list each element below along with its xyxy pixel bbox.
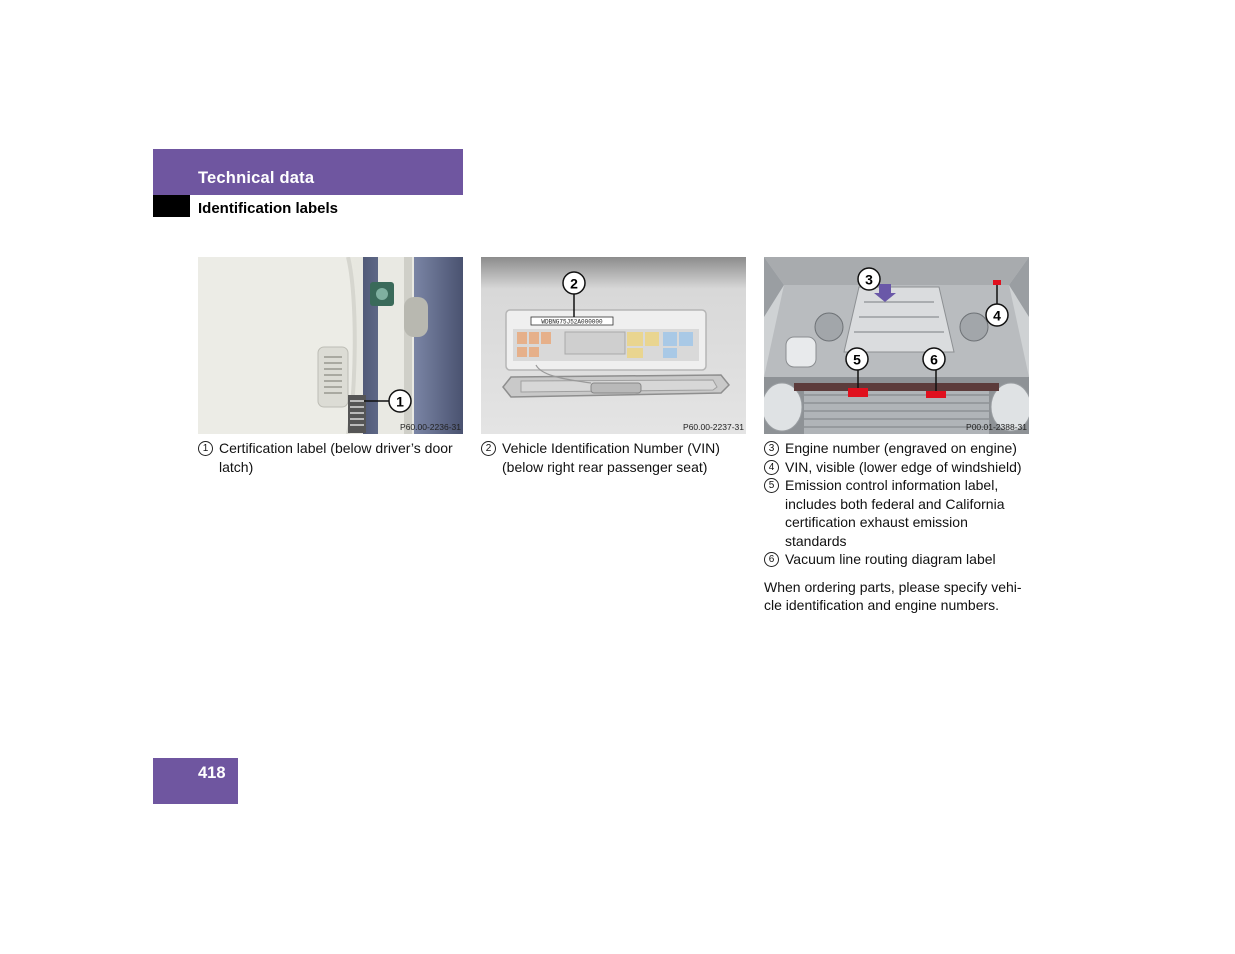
column-3	[764, 439, 1032, 615]
image-code: P60.00-2236-31	[400, 422, 461, 432]
figure-vin-rear-seat	[481, 257, 746, 434]
list-item	[764, 458, 1032, 477]
vin-plate-text: WDBNG75J52A000000	[541, 318, 603, 326]
figure-door-latch	[198, 257, 463, 434]
item-number: 3	[764, 441, 779, 456]
callout-6-label: 6	[930, 351, 938, 368]
callout-1-label: 1	[396, 393, 404, 410]
page-number: 418	[198, 764, 226, 782]
item-text: Engine number (engraved on engine)	[785, 440, 1017, 456]
item-text: Certification label (below driver’s door latch)	[219, 440, 453, 475]
callout-2-label: 2	[570, 275, 578, 292]
item-text: Vehicle Identification Number (VIN) (below right rear passenger seat)	[502, 440, 720, 475]
item-number: 2	[481, 441, 496, 456]
item-number: 4	[764, 460, 779, 475]
list-item	[764, 476, 1032, 550]
subsection-marker	[153, 195, 190, 217]
callout-3-label: 3	[865, 271, 873, 288]
item-text: Emission control information label, includes both federal and California certification exhaust emission standards	[785, 477, 1005, 549]
list-item	[764, 550, 1032, 569]
section-title: Technical data	[198, 169, 315, 187]
column-2	[481, 439, 749, 476]
page-title: Identification labels	[198, 200, 339, 217]
figure-engine-bay	[764, 257, 1029, 434]
callout-5-label: 5	[853, 351, 861, 368]
image-code: P00.01-2388-31	[966, 422, 1027, 432]
list-item	[764, 439, 1032, 458]
item-number: 5	[764, 478, 779, 493]
item-number: 1	[198, 441, 213, 456]
ordering-note: When ordering parts, please specify vehi-cle identification and engine numbers.	[764, 578, 1022, 613]
image-code: P60.00-2237-31	[683, 422, 744, 432]
list-item	[198, 439, 466, 476]
item-number: 6	[764, 552, 779, 567]
item-text: Vacuum line routing diagram label	[785, 551, 996, 567]
column-1	[198, 439, 466, 476]
callout-4-label: 4	[993, 307, 1001, 324]
item-text: VIN, visible (lower edge of windshield)	[785, 458, 1022, 475]
list-item	[481, 439, 749, 476]
